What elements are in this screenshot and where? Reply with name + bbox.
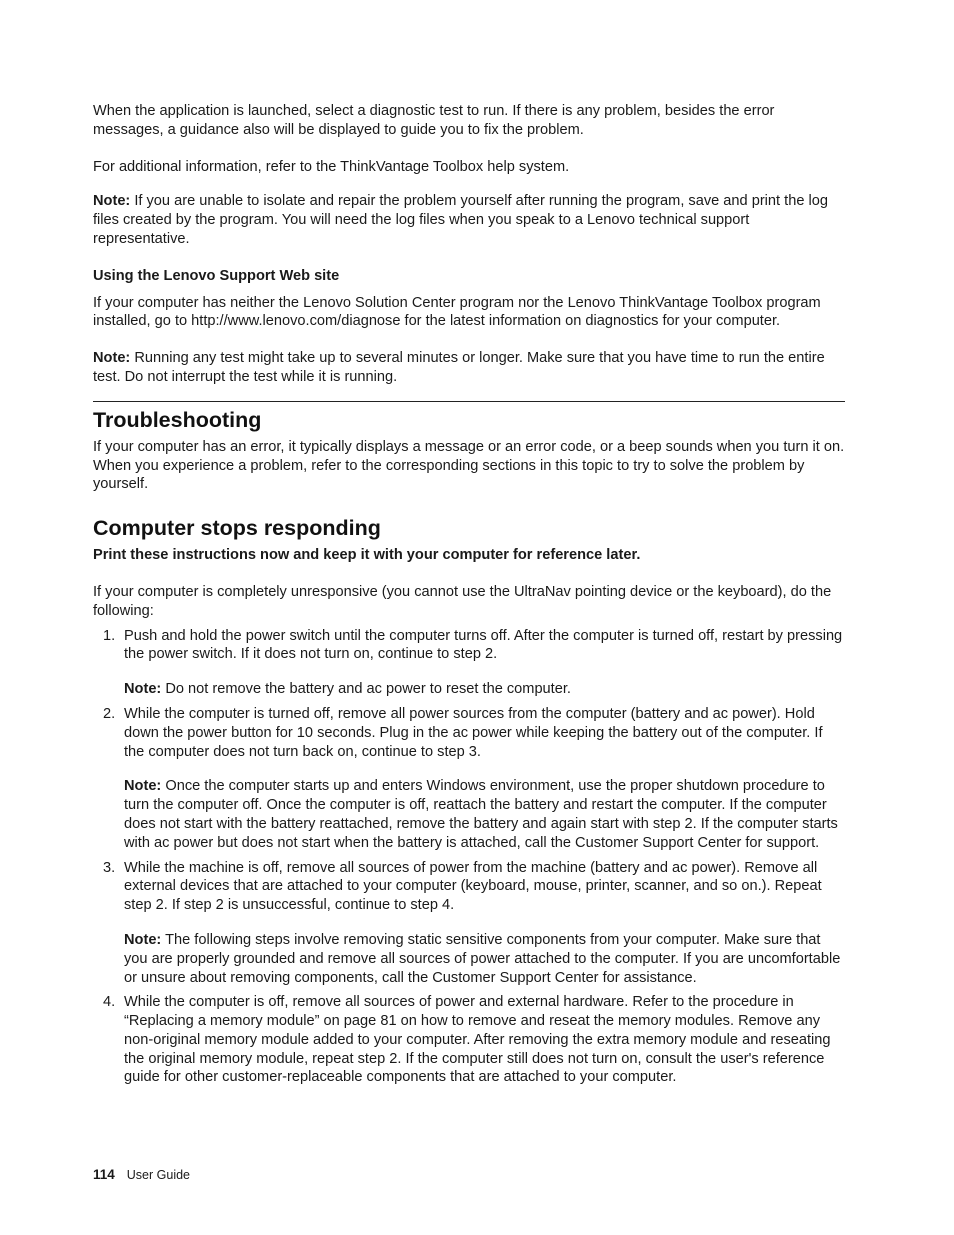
support-web-site-paragraph: If your computer has neither the Lenovo Solution Center program nor the Lenovo ThinkVantage Toolbox program installed, go to http://www.lenovo.com/diagnose for the latest information on diagnostics for your computer. [93, 294, 821, 330]
step-text: While the computer is off, remove all sources of power and external hardware. Refer to the procedure in “Replacing a memory module” on page 81 on how to remove and reseat the memory modules. Remove any non-original memory module added to your computer. After removing the extra memory module and reseating the original memory module, repeat step 2. If the computer still does not turn on, consult the user's reference guide for other customer-replaceable components that are attached to your computer. [124, 994, 831, 1086]
note-text: Running any test might take up to several minutes or longer. Make sure that you have time to run the entire test. Do not interrupt the test while it is running. [93, 350, 825, 385]
step-note [124, 680, 845, 699]
troubleshooting-paragraph: If your computer has an error, it typically displays a message or an error code, or a beep sounds when you turn it on. When you experience a problem, refer to the corresponding sections in this topic to try to solve the problem by yourself. [93, 438, 845, 493]
step-number: 2. [103, 705, 116, 722]
support-web-site-subheading: Using the Lenovo Support Web site [93, 267, 340, 284]
note-label: Note: [93, 350, 131, 367]
intro-paragraph: When the application is launched, select a diagnostic test to run. If there is any problem, besides the error messages, a guidance also will be displayed to guide you to fix the problem. [93, 103, 775, 138]
note-text: Once the computer starts up and enters Windows environment, use the proper shutdown procedure to turn the computer off. Once the computer is off, reattach the battery and restart the computer. If the computer does not start with the battery reattached, remove the battery and again start with step 2. If the computer starts with ac power but does not start when the battery is attached, call the Customer Support Center for support. [124, 778, 838, 851]
page-footer [93, 1166, 190, 1185]
step-note [124, 931, 845, 987]
note-log-files [93, 192, 845, 248]
additional-info-paragraph: For additional information, refer to the ThinkVantage Toolbox help system. [93, 158, 570, 175]
step-item [93, 993, 845, 1087]
step-note [124, 777, 845, 852]
step-number: 3. [103, 859, 116, 876]
step-text: While the computer is turned off, remove all power sources from the computer (battery and ac power). Hold down the power button for 10 seconds. Plug in the ac power while keeping the battery out of the computer. If the computer does not turn back on, continue to step 3. [124, 705, 823, 760]
note-text: Do not remove the battery and ac power to reset the computer. [161, 681, 571, 698]
troubleshooting-heading: Troubleshooting [93, 407, 262, 432]
computer-stops-responding-heading: Computer stops responding [93, 516, 381, 541]
section-divider [93, 401, 845, 402]
note-label: Note: [124, 681, 162, 698]
page-number: 114 [93, 1167, 115, 1182]
step-item [93, 627, 845, 699]
note-label: Note: [124, 778, 162, 795]
step-text: Push and hold the power switch until the computer turns off. After the computer is turned off, restart by pressing the power switch. If it does not turn on, continue to step 2. [124, 627, 843, 663]
step-number: 1. [103, 627, 116, 644]
step-text: While the machine is off, remove all sources of power from the machine (battery and ac power). Remove all external devices that are attached to your computer (keyboard, mouse, printer, scanner, and so on.). Repeat step 2. If step 2 is unsuccessful, continue to step 4. [124, 859, 822, 914]
unresponsive-intro: If your computer is completely unresponsive (you cannot use the UltraNav pointing device or the keyboard), do the following: [93, 583, 832, 619]
page-content [93, 102, 845, 1093]
note-text: The following steps involve removing static sensitive components from your computer. Make sure that you are properly grounded and remove all sources of power attached to the computer. If you are uncomfortable or unsure about removing components, call the Customer Support Center for assistance. [124, 931, 841, 986]
note-text: If you are unable to isolate and repair the problem yourself after running the program, save and print the log files created by the program. You will need the log files when you speak to a Lenovo technical support representative. [93, 193, 828, 247]
note-running-test [93, 349, 845, 387]
step-number: 4. [103, 994, 116, 1011]
note-label: Note: [124, 931, 162, 948]
print-instructions-line: Print these instructions now and keep it with your computer for reference later. [93, 547, 641, 564]
note-label: Note: [93, 193, 131, 210]
step-item [93, 859, 845, 988]
document-title: User Guide [126, 1168, 191, 1182]
steps-list [93, 627, 845, 1088]
step-item [93, 705, 845, 853]
